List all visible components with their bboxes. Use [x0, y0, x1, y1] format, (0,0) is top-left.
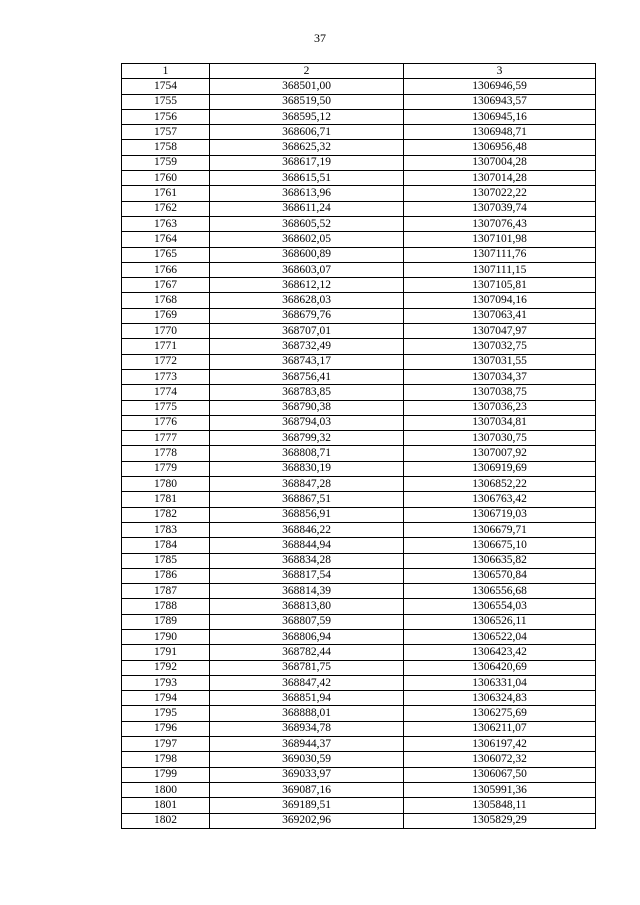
table-row [122, 293, 596, 308]
x-coordinate-cell: 368807,59 [210, 614, 404, 629]
y-coordinate-cell: 1306763,42 [404, 492, 596, 507]
point-number-cell: 1783 [122, 522, 210, 537]
y-coordinate-cell: 1306554,03 [404, 599, 596, 614]
point-number-cell: 1789 [122, 614, 210, 629]
table-row [122, 614, 596, 629]
point-number-cell: 1781 [122, 492, 210, 507]
table-row [122, 675, 596, 690]
x-coordinate-cell: 368814,39 [210, 584, 404, 599]
x-coordinate-cell: 368603,07 [210, 262, 404, 277]
table-row [122, 324, 596, 339]
point-number-cell: 1785 [122, 553, 210, 568]
x-coordinate-cell: 369033,97 [210, 767, 404, 782]
point-number-cell: 1796 [122, 721, 210, 736]
x-coordinate-cell: 368846,22 [210, 522, 404, 537]
table-row [122, 415, 596, 430]
x-coordinate-cell: 368834,28 [210, 553, 404, 568]
table-row [122, 477, 596, 492]
y-coordinate-cell: 1307030,75 [404, 431, 596, 446]
y-coordinate-cell: 1307007,92 [404, 446, 596, 461]
y-coordinate-cell: 1306197,42 [404, 737, 596, 752]
y-coordinate-cell: 1306948,71 [404, 125, 596, 140]
table-row [122, 767, 596, 782]
y-coordinate-cell: 1306331,04 [404, 675, 596, 690]
table-row [122, 522, 596, 537]
point-number-cell: 1758 [122, 140, 210, 155]
x-coordinate-cell: 368813,80 [210, 599, 404, 614]
x-coordinate-cell: 368782,44 [210, 645, 404, 660]
table-row [122, 201, 596, 216]
point-number-cell: 1768 [122, 293, 210, 308]
point-number-cell: 1777 [122, 431, 210, 446]
y-coordinate-cell: 1306919,69 [404, 461, 596, 476]
table-row [122, 446, 596, 461]
y-coordinate-cell: 1305829,29 [404, 813, 596, 828]
table-row [122, 721, 596, 736]
x-coordinate-cell: 368595,12 [210, 109, 404, 124]
table-row [122, 507, 596, 522]
point-number-cell: 1761 [122, 186, 210, 201]
y-coordinate-cell: 1306526,11 [404, 614, 596, 629]
x-coordinate-cell: 368625,32 [210, 140, 404, 155]
point-number-cell: 1755 [122, 94, 210, 109]
table-row [122, 492, 596, 507]
table-row [122, 186, 596, 201]
y-coordinate-cell: 1306570,84 [404, 568, 596, 583]
y-coordinate-cell: 1306719,03 [404, 507, 596, 522]
y-coordinate-cell: 1306072,32 [404, 752, 596, 767]
table-row [122, 109, 596, 124]
y-coordinate-cell: 1307031,55 [404, 354, 596, 369]
table-row [122, 660, 596, 675]
y-coordinate-cell: 1306324,83 [404, 691, 596, 706]
y-coordinate-cell: 1306420,69 [404, 660, 596, 675]
table-header [122, 64, 596, 79]
x-coordinate-cell: 368806,94 [210, 629, 404, 644]
y-coordinate-cell: 1306956,48 [404, 140, 596, 155]
y-coordinate-cell: 1307014,28 [404, 171, 596, 186]
y-coordinate-cell: 1307105,81 [404, 278, 596, 293]
y-coordinate-cell: 1307094,16 [404, 293, 596, 308]
point-number-cell: 1757 [122, 125, 210, 140]
point-number-cell: 1801 [122, 798, 210, 813]
header-cell-1: 1 [122, 64, 210, 79]
x-coordinate-cell: 368679,76 [210, 308, 404, 323]
y-coordinate-cell: 1307038,75 [404, 385, 596, 400]
table-row [122, 232, 596, 247]
point-number-cell: 1786 [122, 568, 210, 583]
point-number-cell: 1764 [122, 232, 210, 247]
x-coordinate-cell: 368612,12 [210, 278, 404, 293]
table-row [122, 385, 596, 400]
point-number-cell: 1802 [122, 813, 210, 828]
y-coordinate-cell: 1307039,74 [404, 201, 596, 216]
x-coordinate-cell: 368743,17 [210, 354, 404, 369]
table-row [122, 691, 596, 706]
x-coordinate-cell: 368888,01 [210, 706, 404, 721]
x-coordinate-cell: 368794,03 [210, 415, 404, 430]
y-coordinate-cell: 1306675,10 [404, 538, 596, 553]
table-row [122, 645, 596, 660]
y-coordinate-cell: 1307022,22 [404, 186, 596, 201]
x-coordinate-cell: 368605,52 [210, 216, 404, 231]
y-coordinate-cell: 1306635,82 [404, 553, 596, 568]
table-row [122, 782, 596, 797]
table-row [122, 140, 596, 155]
point-number-cell: 1794 [122, 691, 210, 706]
x-coordinate-cell: 368847,42 [210, 675, 404, 690]
table-row [122, 155, 596, 170]
x-coordinate-cell: 368756,41 [210, 369, 404, 384]
point-number-cell: 1770 [122, 324, 210, 339]
y-coordinate-cell: 1307034,37 [404, 369, 596, 384]
y-coordinate-cell: 1307063,41 [404, 308, 596, 323]
y-coordinate-cell: 1306852,22 [404, 477, 596, 492]
y-coordinate-cell: 1306943,57 [404, 94, 596, 109]
point-number-cell: 1779 [122, 461, 210, 476]
y-coordinate-cell: 1305991,36 [404, 782, 596, 797]
point-number-cell: 1787 [122, 584, 210, 599]
point-number-cell: 1771 [122, 339, 210, 354]
point-number-cell: 1775 [122, 400, 210, 415]
point-number-cell: 1792 [122, 660, 210, 675]
table-row [122, 599, 596, 614]
table-body [122, 79, 596, 829]
y-coordinate-cell: 1306067,50 [404, 767, 596, 782]
x-coordinate-cell: 368615,51 [210, 171, 404, 186]
y-coordinate-cell: 1306679,71 [404, 522, 596, 537]
table-row [122, 339, 596, 354]
table-row [122, 369, 596, 384]
point-number-cell: 1772 [122, 354, 210, 369]
point-number-cell: 1780 [122, 477, 210, 492]
x-coordinate-cell: 369189,51 [210, 798, 404, 813]
x-coordinate-cell: 368851,94 [210, 691, 404, 706]
x-coordinate-cell: 368600,89 [210, 247, 404, 262]
y-coordinate-cell: 1307111,76 [404, 247, 596, 262]
x-coordinate-cell: 369030,59 [210, 752, 404, 767]
x-coordinate-cell: 368944,37 [210, 737, 404, 752]
table-row [122, 813, 596, 828]
point-number-cell: 1799 [122, 767, 210, 782]
table-row [122, 262, 596, 277]
x-coordinate-cell: 368501,00 [210, 79, 404, 94]
y-coordinate-cell: 1307101,98 [404, 232, 596, 247]
point-number-cell: 1784 [122, 538, 210, 553]
y-coordinate-cell: 1307034,81 [404, 415, 596, 430]
y-coordinate-cell: 1306522,04 [404, 629, 596, 644]
table-row [122, 461, 596, 476]
y-coordinate-cell: 1306275,69 [404, 706, 596, 721]
table-row [122, 79, 596, 94]
x-coordinate-cell: 368606,71 [210, 125, 404, 140]
table-row [122, 568, 596, 583]
y-coordinate-cell: 1306556,68 [404, 584, 596, 599]
point-number-cell: 1788 [122, 599, 210, 614]
y-coordinate-cell: 1306945,16 [404, 109, 596, 124]
x-coordinate-cell: 368817,54 [210, 568, 404, 583]
table-row [122, 752, 596, 767]
x-coordinate-cell: 368844,94 [210, 538, 404, 553]
x-coordinate-cell: 368707,01 [210, 324, 404, 339]
point-number-cell: 1765 [122, 247, 210, 262]
table-row [122, 216, 596, 231]
point-number-cell: 1782 [122, 507, 210, 522]
x-coordinate-cell: 368613,96 [210, 186, 404, 201]
table-row [122, 584, 596, 599]
x-coordinate-cell: 368617,19 [210, 155, 404, 170]
table-row [122, 247, 596, 262]
table-row [122, 538, 596, 553]
point-number-cell: 1773 [122, 369, 210, 384]
header-cell-2: 2 [210, 64, 404, 79]
table-row [122, 94, 596, 109]
y-coordinate-cell: 1307004,28 [404, 155, 596, 170]
x-coordinate-cell: 368799,32 [210, 431, 404, 446]
point-number-cell: 1769 [122, 308, 210, 323]
point-number-cell: 1767 [122, 278, 210, 293]
point-number-cell: 1790 [122, 629, 210, 644]
point-number-cell: 1791 [122, 645, 210, 660]
y-coordinate-cell: 1307047,97 [404, 324, 596, 339]
point-number-cell: 1798 [122, 752, 210, 767]
x-coordinate-cell: 368732,49 [210, 339, 404, 354]
x-coordinate-cell: 368519,50 [210, 94, 404, 109]
x-coordinate-cell: 368790,38 [210, 400, 404, 415]
point-number-cell: 1774 [122, 385, 210, 400]
header-cell-3: 3 [404, 64, 596, 79]
point-number-cell: 1797 [122, 737, 210, 752]
point-number-cell: 1776 [122, 415, 210, 430]
table-row [122, 308, 596, 323]
x-coordinate-cell: 368783,85 [210, 385, 404, 400]
point-number-cell: 1778 [122, 446, 210, 461]
point-number-cell: 1754 [122, 79, 210, 94]
point-number-cell: 1756 [122, 109, 210, 124]
point-number-cell: 1760 [122, 171, 210, 186]
x-coordinate-cell: 368628,03 [210, 293, 404, 308]
x-coordinate-cell: 368781,75 [210, 660, 404, 675]
x-coordinate-cell: 368830,19 [210, 461, 404, 476]
y-coordinate-cell: 1306423,42 [404, 645, 596, 660]
table-row [122, 278, 596, 293]
table-row [122, 171, 596, 186]
y-coordinate-cell: 1306946,59 [404, 79, 596, 94]
y-coordinate-cell: 1307111,15 [404, 262, 596, 277]
x-coordinate-cell: 368847,28 [210, 477, 404, 492]
point-number-cell: 1795 [122, 706, 210, 721]
table-row [122, 125, 596, 140]
table-row [122, 553, 596, 568]
point-number-cell: 1762 [122, 201, 210, 216]
x-coordinate-cell: 368934,78 [210, 721, 404, 736]
x-coordinate-cell: 369087,16 [210, 782, 404, 797]
table-row [122, 354, 596, 369]
point-number-cell: 1766 [122, 262, 210, 277]
point-number-cell: 1759 [122, 155, 210, 170]
table-row [122, 737, 596, 752]
y-coordinate-cell: 1307032,75 [404, 339, 596, 354]
table-row [122, 431, 596, 446]
x-coordinate-cell: 368602,05 [210, 232, 404, 247]
y-coordinate-cell: 1307036,23 [404, 400, 596, 415]
point-number-cell: 1793 [122, 675, 210, 690]
table-row [122, 629, 596, 644]
y-coordinate-cell: 1305848,11 [404, 798, 596, 813]
x-coordinate-cell: 368867,51 [210, 492, 404, 507]
x-coordinate-cell: 368611,24 [210, 201, 404, 216]
y-coordinate-cell: 1306211,07 [404, 721, 596, 736]
y-coordinate-cell: 1307076,43 [404, 216, 596, 231]
table-row [122, 798, 596, 813]
table-header-row [122, 64, 596, 79]
page-number: 37 [314, 31, 326, 45]
table-row [122, 400, 596, 415]
point-number-cell: 1800 [122, 782, 210, 797]
coordinates-table [121, 63, 596, 829]
x-coordinate-cell: 369202,96 [210, 813, 404, 828]
x-coordinate-cell: 368808,71 [210, 446, 404, 461]
x-coordinate-cell: 368856,91 [210, 507, 404, 522]
point-number-cell: 1763 [122, 216, 210, 231]
table-row [122, 706, 596, 721]
